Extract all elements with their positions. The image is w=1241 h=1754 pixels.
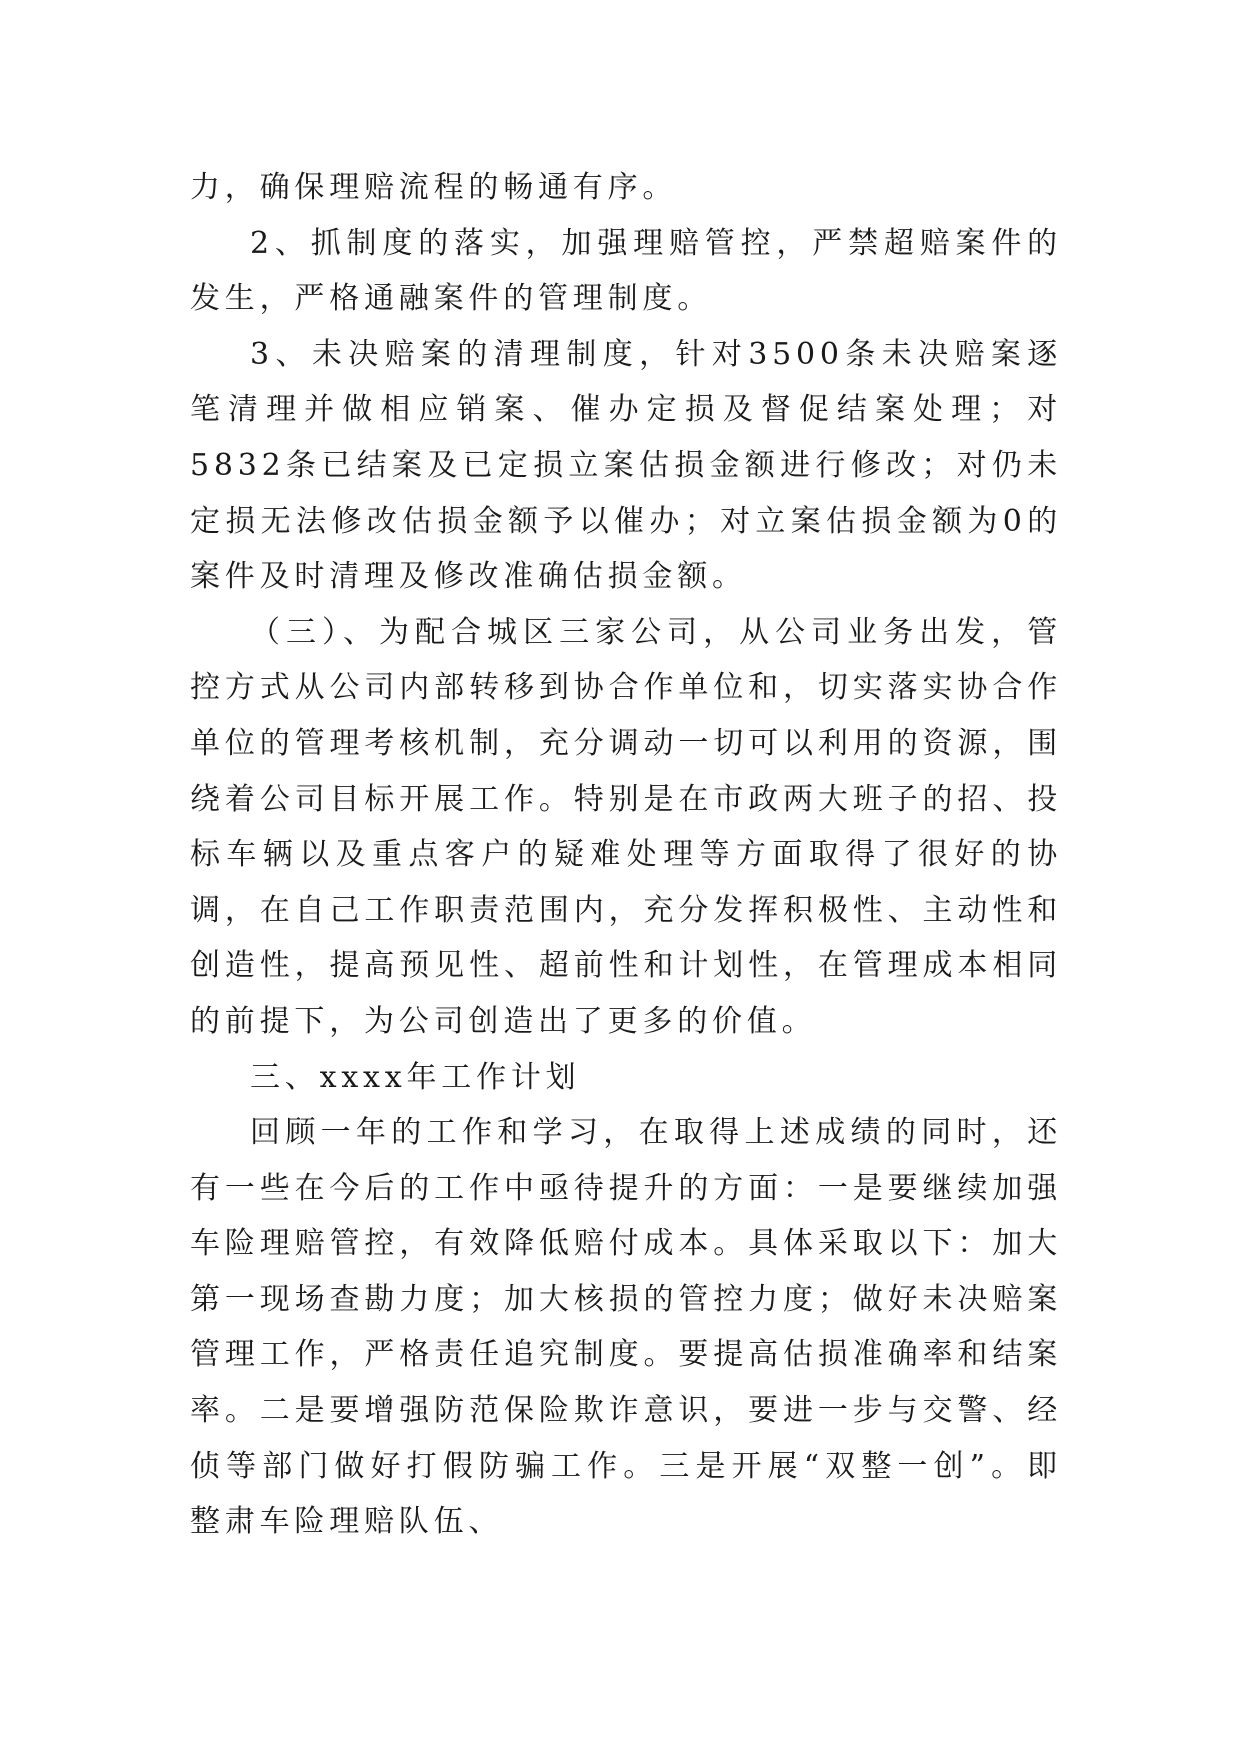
paragraph-item-3: 3、未决赔案的清理制度，针对3500条未决赔案逐笔清理并做相应销案、催办定损及督促结案处理；对5832条已结案及已定损立案估损金额进行修改；对仍未定损无法修改估损金额予以催办；对立案估损金额为0的案件及时清理及修改准确估损金额。 [190, 336, 1062, 595]
paragraph-item-2: 2、抓制度的落实，加强理赔管控，严禁超赔案件的发生，严格通融案件的管理制度。 [190, 225, 1062, 317]
section-heading-work-plan: 三、xxxx年工作计划 [250, 1059, 581, 1095]
paragraph-review: 回顾一年的工作和学习，在取得上述成绩的同时，还有一些在今后的工作中亟待提升的方面：一是要继续加强车险理赔管控，有效降低赔付成本。具体采取以下：加大第一现场查勘力度；加大核损的管控力度；做好未决赔案管理工作，严格责任追究制度。要提高估损准确率和结案率。二是要增强防范保险欺诈意识，要进一步与交警、经侦等部门做好打假防骗工作。三是开展“双整一创”。即整肃车险理赔队伍、 [190, 1115, 1062, 1540]
document-body [190, 160, 1062, 1550]
paragraph-continuation: 力，确保理赔流程的畅通有序。 [190, 170, 678, 205]
paragraph-section-3: （三）、为配合城区三家公司，从公司业务出发，管控方式从公司内部转移到协合作单位和，切实落实协合作单位的管理考核机制，充分调动一切可以利用的资源，围绕着公司目标开展工作。特别是在市政两大班子的招、投标车辆以及重点客户的疑难处理等方面取得了很好的协调，在自己工作职责范围内，充分发挥积极性、主动性和创造性，提高预见性、超前性和计划性，在管理成本相同的前提下，为公司创造出了更多的价值。 [190, 614, 1062, 1039]
